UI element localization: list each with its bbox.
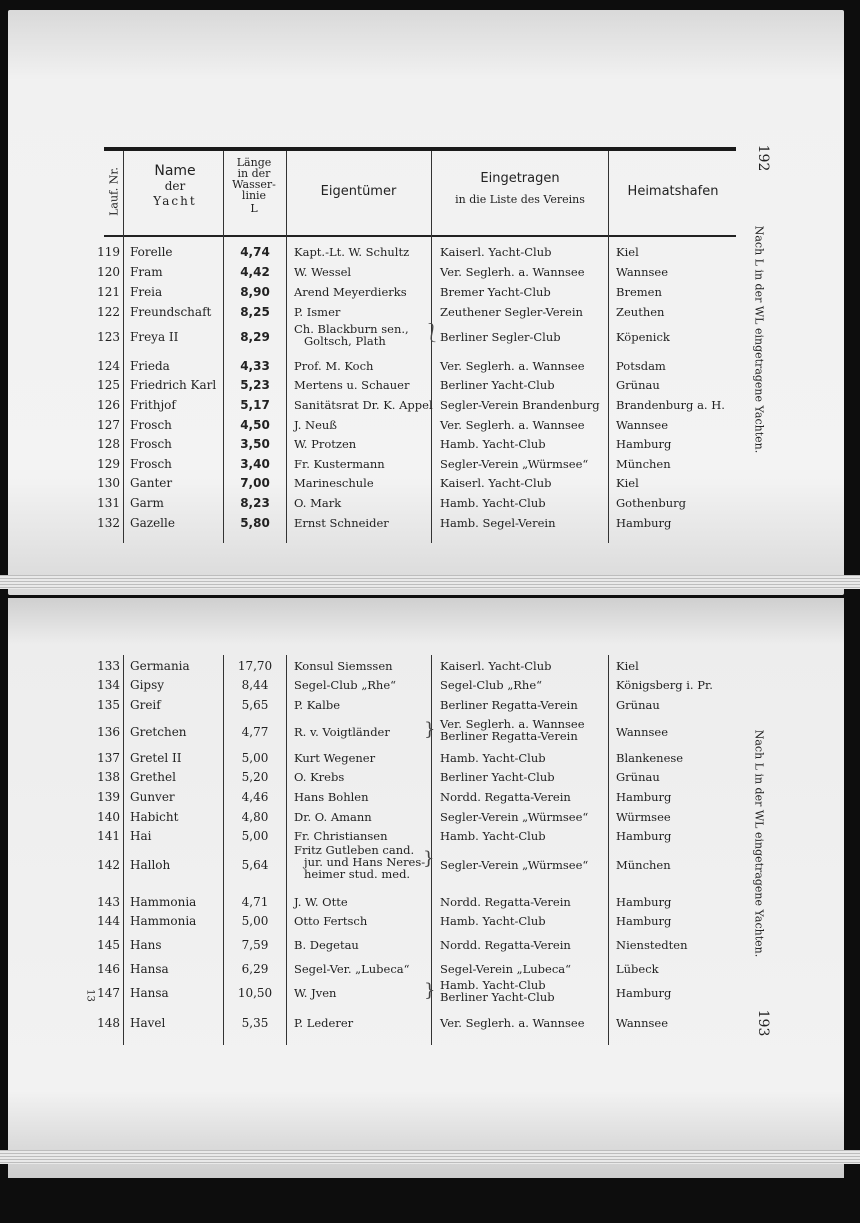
owner: jur. und Hans Neres- — [304, 855, 426, 869]
header-laenge: Länge in der Wasser- linie L — [232, 156, 276, 215]
waterline-length: 4,74 — [240, 245, 270, 259]
yacht-name: Greif — [130, 698, 161, 712]
waterline-length: 3,40 — [240, 457, 270, 471]
home-port: Kiel — [616, 245, 639, 259]
home-port: Hamburg — [616, 914, 672, 928]
home-port: Brandenburg a. H. — [616, 398, 725, 412]
row-number: 145 — [97, 938, 120, 952]
header-eigentuemer: Eigentümer — [320, 184, 397, 199]
header-underline — [104, 235, 736, 237]
club: Hamb. Yacht-Club — [440, 978, 546, 992]
club: Hamb. Yacht-Club — [440, 829, 546, 843]
yacht-name: Frosch — [130, 437, 172, 451]
club: Nordd. Regatta-Verein — [440, 938, 571, 952]
owner: Ch. Blackburn sen., — [294, 322, 409, 336]
club: Bremer Yacht-Club — [440, 285, 551, 299]
club: Ver. Seglerh. a. Wannsee — [440, 265, 585, 279]
waterline-length: 5,20 — [241, 770, 269, 784]
owner: P. Ismer — [294, 305, 341, 319]
yacht-name: Frieda — [130, 359, 170, 373]
club: Berliner Yacht-Club — [440, 770, 555, 784]
home-port: Hamburg — [616, 986, 672, 1000]
yacht-name: Hans — [130, 938, 162, 952]
waterline-length: 8,25 — [240, 305, 270, 319]
row-number: 136 — [97, 725, 120, 739]
row-number: 121 — [97, 285, 120, 299]
owner: Hans Bohlen — [294, 790, 369, 804]
page-number-bottom: 193 — [755, 1009, 771, 1037]
owner: P. Lederer — [294, 1016, 354, 1030]
header-heimatshafen: Heimatshafen — [627, 184, 719, 199]
owner: Konsul Siemssen — [294, 659, 393, 673]
col-divider — [608, 151, 609, 543]
club: Berliner Yacht-Club — [440, 990, 555, 1004]
margin-title-bottom: Nach L in der WL eingetragene Yachten. — [752, 729, 766, 958]
col-divider — [431, 151, 432, 543]
waterline-length: 4,50 — [240, 418, 270, 432]
yacht-name: Havel — [130, 1016, 166, 1030]
owner: heimer stud. med. — [304, 867, 411, 881]
yacht-name: Hansa — [130, 962, 169, 976]
row-number: 129 — [97, 457, 120, 471]
yacht-name: Ganter — [130, 476, 173, 490]
club: Hamb. Yacht-Club — [440, 496, 546, 510]
home-port: Wannsee — [616, 1016, 669, 1030]
waterline-length: 5,00 — [241, 829, 269, 843]
waterline-length: 8,90 — [240, 285, 270, 299]
row-number: 127 — [97, 418, 120, 432]
home-port: Gothenburg — [616, 496, 686, 510]
owner: Goltsch, Plath — [304, 334, 386, 348]
home-port: Hamburg — [616, 895, 672, 909]
yacht-name: Gunver — [130, 790, 175, 804]
club: Hamb. Yacht-Club — [440, 751, 546, 765]
row-number: 140 — [97, 810, 120, 824]
row-number: 123 — [97, 330, 120, 344]
yacht-name: Hammonia — [130, 895, 197, 909]
owner: Arend Meyerdierks — [294, 285, 407, 299]
row-number: 144 — [97, 914, 120, 928]
yacht-name: Forelle — [130, 245, 173, 259]
row-number: 147 — [97, 986, 120, 1000]
yacht-name: Hansa — [130, 986, 169, 1000]
home-port: Hamburg — [616, 516, 672, 530]
home-port: Zeuthen — [616, 305, 665, 319]
waterline-length: 5,80 — [240, 516, 270, 530]
owner: Fr. Christiansen — [294, 829, 388, 843]
waterline-length: 5,65 — [241, 698, 269, 712]
row-number: 128 — [97, 437, 120, 451]
waterline-length: 17,70 — [237, 659, 273, 673]
owner: Otto Fertsch — [294, 914, 368, 928]
home-port: Wannsee — [616, 418, 669, 432]
owner: O. Mark — [294, 496, 342, 510]
club: Nordd. Regatta-Verein — [440, 895, 571, 909]
home-port: Wannsee — [616, 725, 669, 739]
waterline-length: 7,59 — [241, 938, 269, 952]
waterline-length: 3,50 — [240, 437, 270, 451]
club: Segel-Verein „Lubeca“ — [440, 962, 572, 976]
owner: B. Degetau — [294, 938, 359, 952]
yacht-name: Gazelle — [130, 516, 175, 530]
waterline-length: 5,23 — [240, 378, 270, 392]
home-port: Hamburg — [616, 437, 672, 451]
waterline-length: 5,00 — [241, 751, 269, 765]
row-number: 134 — [97, 678, 120, 692]
club: Berliner Segler-Club — [440, 330, 561, 344]
club: Segler-Verein „Würmsee“ — [440, 457, 589, 471]
home-port: Grünau — [616, 770, 660, 784]
owner: J. Neuß — [294, 418, 337, 432]
header-name: Name der Yacht — [153, 163, 197, 208]
home-port: Blankenese — [616, 751, 684, 765]
owner: Segel-Ver. „Lubeca“ — [294, 962, 410, 976]
club: Nordd. Regatta-Verein — [440, 790, 571, 804]
row-number: 146 — [97, 962, 120, 976]
owner: W. Protzen — [294, 437, 357, 451]
header-rule — [104, 147, 736, 151]
waterline-length: 8,23 — [240, 496, 270, 510]
brace: ⎱ — [423, 323, 441, 344]
waterline-length: 5,35 — [241, 1016, 269, 1030]
home-port: Grünau — [616, 698, 660, 712]
yacht-name: Habicht — [130, 810, 179, 824]
yacht-name: Gretchen — [130, 725, 187, 739]
home-port: Hamburg — [616, 790, 672, 804]
row-number: 143 — [97, 895, 120, 909]
page-number-top: 192 — [755, 144, 771, 172]
home-port: Grünau — [616, 378, 660, 392]
yacht-name: Fram — [130, 265, 163, 279]
row-number: 122 — [97, 305, 120, 319]
margin-title-top: Nach L in der WL eingetragene Yachten. — [752, 225, 766, 454]
yacht-name: Freundschaft — [130, 305, 212, 319]
club: Berliner Yacht-Club — [440, 378, 555, 392]
owner: Dr. O. Amann — [294, 810, 372, 824]
home-port: München — [616, 858, 671, 872]
owner: Fr. Kustermann — [294, 457, 385, 471]
owner: Sanitätsrat Dr. K. Appel — [294, 398, 433, 412]
waterline-length: 10,50 — [237, 986, 273, 1000]
row-number: 137 — [97, 751, 120, 765]
club: Segel-Club „Rhe“ — [440, 678, 543, 692]
page-edge-bottom — [0, 1150, 860, 1164]
yacht-name: Frosch — [130, 418, 172, 432]
yacht-name: Freia — [130, 285, 163, 299]
club: Ver. Seglerh. a. Wannsee — [440, 1016, 585, 1030]
yacht-name: Frithjof — [130, 398, 176, 412]
owner: Segel-Club „Rhe“ — [294, 678, 397, 692]
owner: Kurt Wegener — [294, 751, 376, 765]
signature-mark: 13 — [84, 989, 96, 1002]
waterline-length: 6,29 — [241, 962, 269, 976]
waterline-length: 5,64 — [241, 858, 269, 872]
brace: } — [424, 719, 436, 740]
row-number: 133 — [97, 659, 120, 673]
club: Berliner Regatta-Verein — [440, 729, 578, 743]
club: Segler-Verein Brandenburg — [440, 398, 600, 412]
home-port: Würmsee — [616, 810, 671, 824]
waterline-length: 5,17 — [240, 398, 270, 412]
club: Segler-Verein „Würmsee“ — [440, 858, 589, 872]
yacht-name: Hammonia — [130, 914, 197, 928]
club: Berliner Regatta-Verein — [440, 698, 578, 712]
home-port: Hamburg — [616, 829, 672, 843]
waterline-length: 4,46 — [241, 790, 269, 804]
waterline-length: 4,80 — [241, 810, 269, 824]
club: Segler-Verein „Würmsee“ — [440, 810, 589, 824]
yacht-name: Gipsy — [130, 678, 165, 692]
header-lauf-nr: Lauf. Nr. — [107, 167, 121, 216]
owner: Marineschule — [294, 476, 374, 490]
owner: R. v. Voigtländer — [294, 725, 390, 739]
yacht-name: Grethel — [130, 770, 176, 784]
club: Kaiserl. Yacht-Club — [440, 476, 552, 490]
row-number: 142 — [97, 858, 120, 872]
owner: W. Wessel — [294, 265, 352, 279]
club: Ver. Seglerh. a. Wannsee — [440, 717, 585, 731]
home-port: Lübeck — [616, 962, 659, 976]
home-port: München — [616, 457, 671, 471]
owner: Fritz Gutleben cand. — [294, 843, 415, 857]
club: Ver. Seglerh. a. Wannsee — [440, 359, 585, 373]
yacht-name: Halloh — [130, 858, 171, 872]
yacht-name: Garm — [130, 496, 164, 510]
col-divider — [123, 655, 124, 1045]
waterline-length: 4,77 — [241, 725, 269, 739]
yacht-name: Germania — [130, 659, 190, 673]
row-number: 125 — [97, 378, 120, 392]
row-number: 119 — [97, 245, 120, 259]
owner: Mertens u. Schauer — [294, 378, 410, 392]
row-number: 131 — [97, 496, 120, 510]
row-number: 135 — [97, 698, 120, 712]
home-port: Kiel — [616, 659, 639, 673]
brace: } — [424, 980, 436, 1001]
home-port: Königsberg i. Pr. — [616, 678, 713, 692]
waterline-length: 8,44 — [241, 678, 269, 692]
yacht-name: Friedrich Karl — [130, 378, 217, 392]
club: Kaiserl. Yacht-Club — [440, 245, 552, 259]
owner: Prof. M. Koch — [294, 359, 374, 373]
row-number: 120 — [97, 265, 120, 279]
home-port: Potsdam — [616, 359, 666, 373]
col-divider — [123, 151, 124, 543]
home-port: Kiel — [616, 476, 639, 490]
home-port: Köpenick — [616, 330, 670, 344]
waterline-length: 7,00 — [240, 476, 270, 490]
yacht-name: Freya II — [130, 330, 179, 344]
owner: Ernst Schneider — [294, 516, 389, 530]
row-number: 126 — [97, 398, 120, 412]
waterline-length: 8,29 — [240, 330, 270, 344]
row-number: 130 — [97, 476, 120, 490]
club: Hamb. Yacht-Club — [440, 437, 546, 451]
brace: } — [423, 848, 435, 869]
owner: Kapt.-Lt. W. Schultz — [294, 245, 410, 259]
waterline-length: 4,71 — [241, 895, 269, 909]
club: Ver. Seglerh. a. Wannsee — [440, 418, 585, 432]
club: Kaiserl. Yacht-Club — [440, 659, 552, 673]
owner: P. Kalbe — [294, 698, 341, 712]
club: Zeuthener Segler-Verein — [440, 305, 583, 319]
waterline-length: 5,00 — [241, 914, 269, 928]
club: Hamb. Yacht-Club — [440, 914, 546, 928]
owner: W. Jven — [294, 986, 337, 1000]
yacht-name: Gretel II — [130, 751, 182, 765]
home-port: Wannsee — [616, 265, 669, 279]
waterline-length: 4,33 — [240, 359, 270, 373]
row-number: 132 — [97, 516, 120, 530]
home-port: Nienstedten — [616, 938, 688, 952]
row-number: 148 — [97, 1016, 120, 1030]
waterline-length: 4,42 — [240, 265, 270, 279]
yacht-name: Hai — [130, 829, 152, 843]
owner: J. W. Otte — [294, 895, 348, 909]
col-divider — [608, 655, 609, 1045]
row-number: 139 — [97, 790, 120, 804]
row-number: 124 — [97, 359, 120, 373]
yacht-name: Frosch — [130, 457, 172, 471]
owner: O. Krebs — [294, 770, 345, 784]
row-number: 138 — [97, 770, 120, 784]
page-edge-top — [0, 575, 860, 589]
club: Hamb. Segel-Verein — [440, 516, 556, 530]
header-eingetragen: Eingetragen in die Liste des Vereins — [455, 171, 585, 206]
row-number: 141 — [97, 829, 120, 843]
home-port: Bremen — [616, 285, 662, 299]
